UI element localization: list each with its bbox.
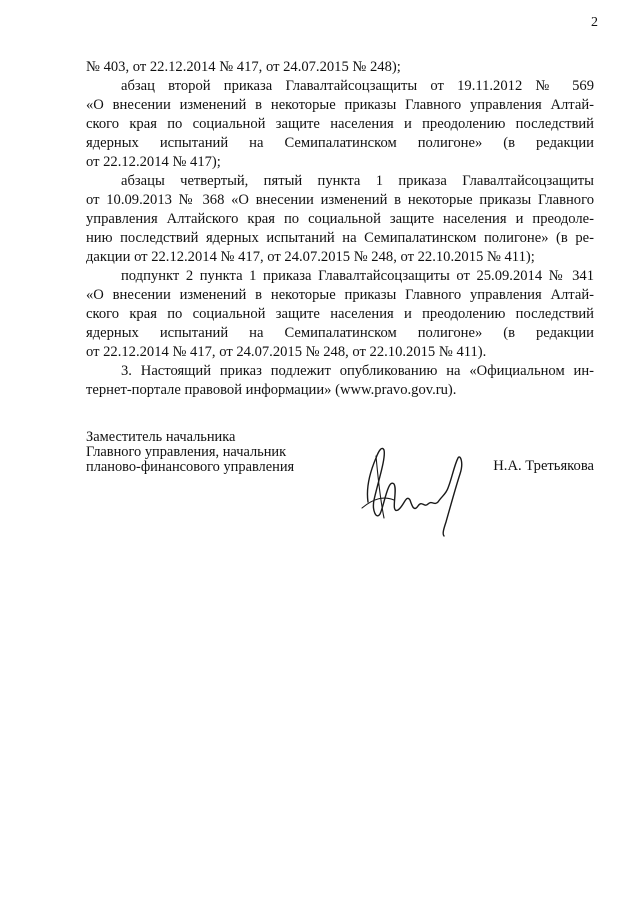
- body-line: от 22.12.2014 № 417, от 24.07.2015 № 248, от 22.10.2015 № 411).: [86, 344, 487, 360]
- signatory-title: [86, 430, 294, 475]
- body-line: нию последствий ядерных испытаний на Семипалатинском полигоне» (в ре-: [86, 230, 594, 246]
- page-number: 2: [591, 15, 598, 30]
- body-line: «О внесении изменений в некоторые приказы Главного управления Алтай-: [86, 97, 594, 113]
- signature-block: [86, 430, 594, 540]
- handwritten-signature: [354, 438, 474, 538]
- body-line: «О внесении изменений в некоторые приказы Главного управления Алтай-: [86, 287, 594, 303]
- signatory-title-line: планово-финансового управления: [86, 459, 295, 475]
- body-line: 3. Настоящий приказ подлежит опубликованию на «Официальном ин-: [121, 363, 594, 379]
- body-line: ядерных испытаний на Семипалатинском полигоне» (в редакции: [86, 325, 594, 341]
- body-line: абзац второй приказа Главалтайсоцзащиты от 19.11.2012 № 569: [121, 78, 594, 94]
- body-line: от 10.09.2013 № 368 «О внесении изменений в некоторые приказы Главного: [86, 192, 594, 208]
- body-line: ского края по социальной защите населения и преодолению последствий: [86, 306, 594, 322]
- body-line: подпункт 2 пункта 1 приказа Главалтайсоцзащиты от 25.09.2014 № 341: [121, 268, 594, 284]
- body-line: абзацы четвертый, пятый пункта 1 приказа Главалтайсоцзащиты: [121, 173, 594, 189]
- signatory-title-line: Заместитель начальника: [86, 429, 236, 445]
- body-line: № 403, от 22.12.2014 № 417, от 24.07.2015 № 248);: [86, 59, 401, 75]
- signatory-title-line: Главного управления, начальник: [86, 444, 287, 460]
- body-line: дакции от 22.12.2014 № 417, от 24.07.2015 № 248, от 22.10.2015 № 411);: [86, 249, 535, 265]
- body-line: тернет-портале правовой информации» (www.pravo.gov.ru).: [86, 382, 457, 398]
- body-line: управления Алтайского края по социальной защите населения и преодоле-: [86, 211, 594, 227]
- body-line: ского края по социальной защите населения и преодолению последствий: [86, 116, 594, 132]
- document-body: [86, 58, 594, 400]
- body-line: ядерных испытаний на Семипалатинском полигоне» (в редакции: [86, 135, 594, 151]
- signatory-name: Н.А. Третьякова: [493, 458, 594, 474]
- body-line: от 22.12.2014 № 417);: [86, 154, 221, 170]
